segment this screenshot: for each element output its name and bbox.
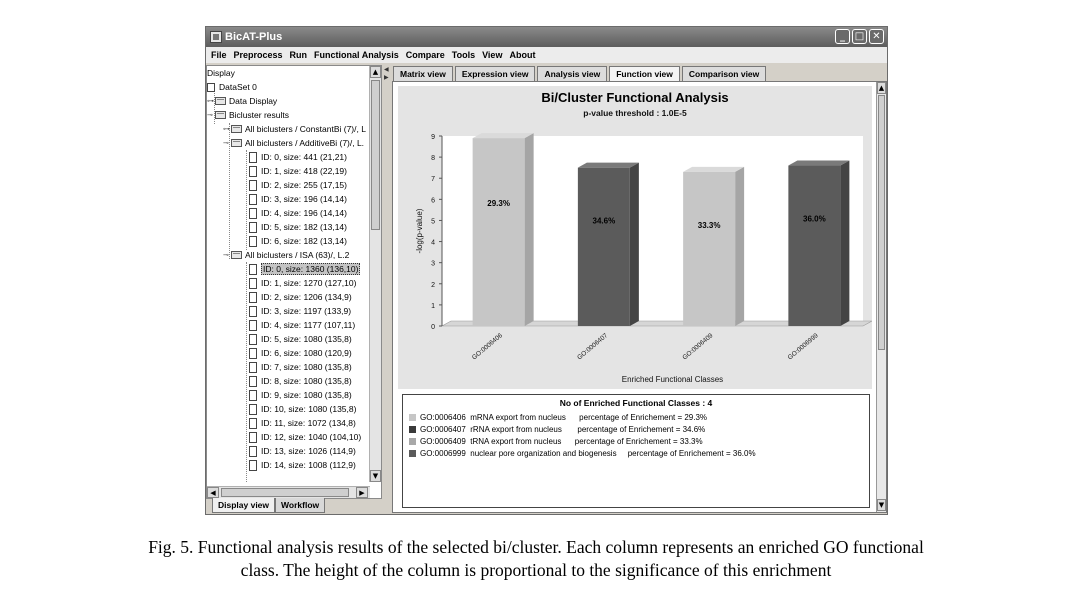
maximize-button[interactable]: □ [852, 29, 867, 44]
tree-group-constant[interactable]: ⊶ All biclusters / ConstantBi (7)/, L [223, 124, 366, 134]
tab-matrix-view[interactable]: Matrix view [393, 66, 453, 81]
tree-data-display[interactable]: ⊶ Data Display [207, 96, 278, 106]
tab-expression-view[interactable]: Expression view [455, 66, 536, 81]
tree-item[interactable]: ID: 4, size: 196 (14,14) [249, 206, 347, 220]
category-label: GO:0006409 [681, 332, 715, 362]
tree-vertical-scrollbar[interactable] [369, 66, 381, 482]
file-icon [249, 432, 257, 443]
chart-panel [398, 86, 872, 389]
expand-toggle-icon[interactable]: ⊸ [223, 252, 229, 259]
expand-toggle-icon[interactable]: ⊸ [207, 112, 213, 119]
menu-run[interactable]: Run [289, 50, 308, 60]
menu-view[interactable]: View [482, 50, 503, 60]
file-icon [249, 418, 257, 429]
bar [788, 166, 840, 326]
bar-top [473, 133, 534, 138]
legend-item: GO:0006999 nuclear pore organization and biogenesis percentage of Enrichement = 36.0% [409, 448, 756, 459]
figure-caption-line-1: Fig. 5. Functional analysis results of the selected bi/cluster. Each column represents an enriched GO functional [148, 537, 924, 557]
scroll-down-icon[interactable]: ▼ [878, 501, 885, 509]
bar-value-label: 36.0% [803, 214, 826, 224]
bar-side [735, 167, 744, 326]
tree-item[interactable]: ID: 0, size: 441 (21,21) [249, 150, 347, 164]
tree-root[interactable]: Display [207, 68, 235, 78]
tree-horizontal-scrollbar[interactable] [207, 486, 370, 498]
tree-item[interactable]: ID: 1, size: 418 (22,19) [249, 164, 347, 178]
app-icon [210, 31, 222, 43]
file-icon [249, 306, 257, 317]
figure-caption-line-2: class. The height of the column is proportional to the significance of this enrichment [240, 560, 832, 580]
category-label: GO:0006406 [470, 332, 504, 362]
tree-item[interactable]: ID: 5, size: 1080 (135,8) [249, 332, 352, 346]
category-label: GO:0006407 [576, 332, 610, 362]
scroll-up-icon[interactable]: ▲ [878, 84, 885, 92]
tree-item[interactable]: ID: 2, size: 1206 (134,9) [249, 290, 352, 304]
scroll-down-icon[interactable]: ▼ [370, 470, 381, 482]
bar-chart [398, 86, 872, 389]
scroll-thumb[interactable] [878, 95, 885, 350]
tree-item-selected[interactable]: ID: 0, size: 1360 (136,10) [249, 262, 360, 276]
bar [683, 172, 735, 326]
bar-side [630, 163, 639, 326]
minimize-button[interactable]: _ [835, 29, 850, 44]
bicluster-tree [207, 66, 370, 482]
bar-value-label: 33.3% [697, 220, 721, 230]
legend-swatch [409, 414, 416, 421]
file-icon [249, 180, 257, 191]
y-tick-label: 1 [431, 302, 435, 310]
file-icon [249, 376, 257, 387]
tree-group-additive[interactable]: ⊸ All biclusters / AdditiveBi (7)/, L. [223, 138, 365, 148]
file-icon [249, 446, 257, 457]
collapse-right-icon[interactable]: ▶ [384, 74, 389, 81]
file-icon [249, 264, 257, 275]
y-tick-label: 3 [431, 260, 435, 268]
tree-item[interactable]: ID: 3, size: 1197 (133,9) [249, 304, 351, 318]
bar-side [525, 133, 534, 326]
collapse-toggle-icon[interactable]: ⊶ [207, 98, 214, 105]
file-icon [249, 460, 257, 471]
legend-swatch [409, 450, 416, 457]
tree-item[interactable]: ID: 4, size: 1177 (107,11) [249, 318, 355, 332]
tree-item[interactable]: ID: 11, size: 1072 (134,8) [249, 416, 356, 430]
folder-icon [231, 125, 242, 133]
y-axis-label: -log(p-value) [415, 208, 424, 254]
bar-value-label: 34.6% [592, 216, 616, 226]
tree-bicluster-results[interactable]: ⊸ Bicluster results [207, 110, 289, 120]
legend-title: No of Enriched Functional Classes : 4 [559, 398, 713, 408]
menu-bar [206, 47, 887, 63]
legend-item: GO:0006407 rRNA export from nucleus percentage of Enrichement = 34.6% [409, 424, 705, 435]
y-tick-label: 5 [431, 218, 435, 226]
menu-tools[interactable]: Tools [451, 50, 476, 60]
tab-display-view[interactable]: Display view [212, 498, 275, 513]
x-axis-label: Enriched Functional Classes [621, 375, 724, 384]
file-icon [249, 222, 257, 233]
window-title: BicAT-Plus [225, 31, 283, 43]
tab-workflow[interactable]: Workflow [275, 498, 325, 513]
menu-about[interactable]: About [509, 50, 536, 60]
file-icon [249, 292, 257, 303]
tree-item[interactable]: ID: 12, size: 1040 (104,10) [249, 430, 361, 444]
y-tick-label: 2 [431, 281, 435, 289]
y-tick-label: 4 [431, 239, 435, 247]
tree-item[interactable]: ID: 6, size: 182 (13,14) [249, 234, 347, 248]
close-button[interactable]: ✕ [869, 29, 884, 44]
file-icon [249, 194, 257, 205]
bar-value-label: 29.3% [487, 199, 510, 209]
file-icon [249, 348, 257, 359]
bottom-tabs [212, 498, 325, 513]
y-tick-label: 9 [431, 134, 435, 141]
legend-swatch [409, 426, 416, 433]
app-window [205, 26, 888, 515]
legend-item: GO:0006406 mRNA export from nucleus percentage of Enrichement = 29.3% [409, 412, 707, 423]
bar-top [683, 167, 744, 172]
scroll-up-icon[interactable]: ▲ [370, 66, 381, 78]
tree-item[interactable]: ID: 10, size: 1080 (135,8) [249, 402, 356, 416]
legend-panel [402, 394, 870, 508]
bar-top [578, 163, 639, 168]
legend-swatch [409, 438, 416, 445]
bar-side [840, 161, 849, 326]
file-icon [249, 278, 257, 289]
file-icon [249, 236, 257, 247]
folder-icon [215, 111, 226, 119]
scroll-right-icon[interactable]: ▶ [356, 487, 368, 498]
tab-analysis-view[interactable]: Analysis view [537, 66, 607, 81]
menu-preprocess[interactable]: Preprocess [233, 50, 283, 60]
tree-item[interactable]: ID: 1, size: 1270 (127,10) [249, 276, 356, 290]
view-tabs [393, 66, 768, 81]
folder-icon [231, 251, 242, 259]
menu-file[interactable]: File [211, 50, 227, 60]
bar [473, 138, 525, 326]
scroll-thumb[interactable] [371, 80, 380, 230]
file-icon [249, 320, 257, 331]
expand-toggle-icon[interactable]: ⊸ [223, 140, 229, 147]
tree-item[interactable]: ID: 14, size: 1008 (112,9) [249, 458, 356, 472]
tree-item[interactable]: ID: 8, size: 1080 (135,8) [249, 374, 352, 388]
file-icon [249, 334, 257, 345]
folder-icon [215, 97, 226, 105]
y-tick-label: 0 [431, 324, 435, 331]
window-controls [835, 29, 884, 44]
tree-item[interactable]: ID: 13, size: 1026 (114,9) [249, 444, 356, 458]
y-tick-label: 8 [431, 155, 435, 163]
file-icon [249, 362, 257, 373]
menu-functional-analysis[interactable]: Functional Analysis [314, 50, 399, 60]
collapse-left-icon[interactable]: ◀ [384, 66, 389, 73]
tree-item[interactable]: ID: 2, size: 255 (17,15) [249, 178, 347, 192]
scroll-thumb[interactable] [221, 488, 349, 497]
y-tick-label: 6 [431, 197, 435, 205]
function-view-panel [392, 81, 887, 513]
file-icon [249, 404, 257, 415]
legend-item: GO:0006409 tRNA export from nucleus percentage of Enrichement = 33.3% [409, 436, 703, 447]
collapse-toggle-icon[interactable]: ⊶ [223, 126, 230, 133]
y-tick-label: 7 [431, 176, 435, 184]
tree-dataset[interactable]: DataSet 0 [207, 80, 257, 94]
tree-item[interactable]: ID: 5, size: 182 (13,14) [249, 220, 347, 234]
folder-icon [231, 139, 242, 147]
file-icon [249, 152, 257, 163]
scroll-left-icon[interactable]: ◀ [207, 487, 219, 498]
chart-subtitle: p-value threshold : 1.0E-5 [583, 108, 687, 118]
dataset-icon [207, 83, 215, 92]
tree-item[interactable]: ID: 6, size: 1080 (120,9) [249, 346, 352, 360]
tree-item[interactable]: ID: 7, size: 1080 (135,8) [249, 360, 352, 374]
chart-title: Bi/Cluster Functional Analysis [541, 90, 729, 105]
file-icon [249, 390, 257, 401]
file-icon [249, 166, 257, 177]
content-vertical-scrollbar[interactable] [876, 82, 886, 512]
file-icon [249, 208, 257, 219]
bar [578, 168, 630, 326]
title-bar[interactable] [206, 27, 887, 47]
tab-comparison-view[interactable]: Comparison view [682, 66, 766, 81]
category-label: GO:0006999 [786, 332, 820, 362]
tree-item[interactable]: ID: 3, size: 196 (14,14) [249, 192, 347, 206]
tree-group-isa[interactable]: ⊸ All biclusters / ISA (63)/, L.2 [223, 250, 350, 260]
tree-item[interactable]: ID: 9, size: 1080 (135,8) [249, 388, 352, 402]
menu-compare[interactable]: Compare [405, 50, 445, 60]
bar-top [788, 161, 849, 166]
pane-splitter[interactable] [383, 65, 391, 513]
tab-function-view[interactable]: Function view [609, 66, 680, 81]
tree-panel [206, 65, 382, 499]
